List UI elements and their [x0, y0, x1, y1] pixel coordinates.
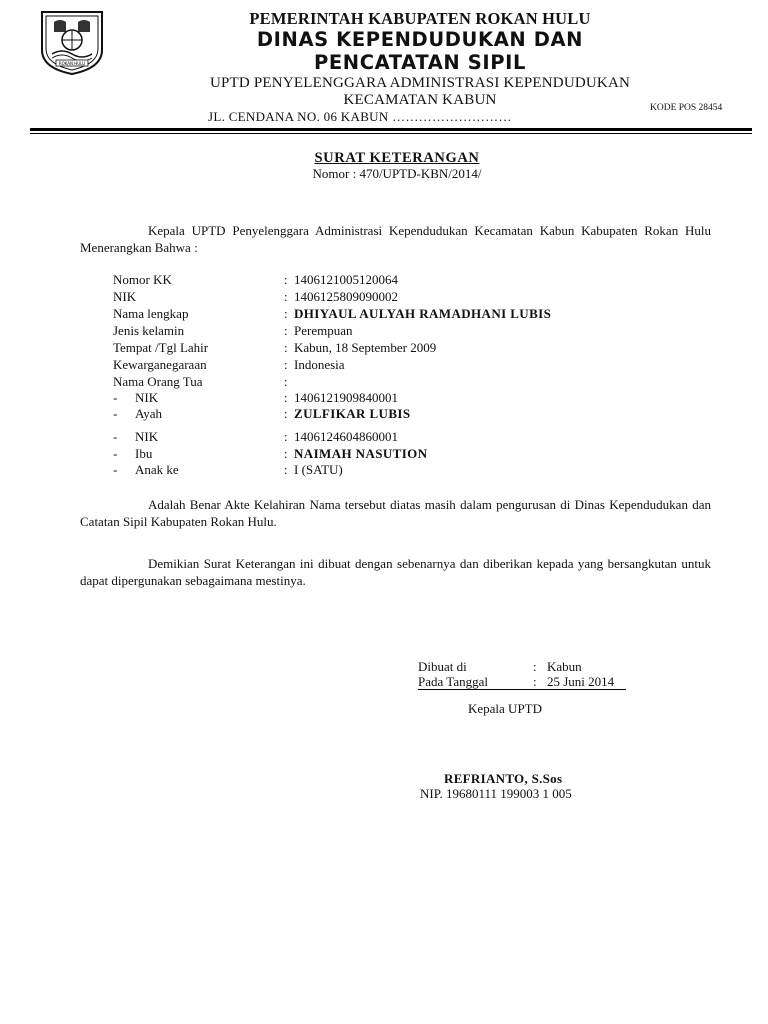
signature-place-row — [418, 659, 628, 675]
field-dash: - — [113, 446, 118, 461]
signature-place-label: Dibuat di — [418, 659, 467, 674]
field-row-ttl — [113, 340, 673, 357]
document-title: SURAT KETERANGAN — [314, 150, 480, 166]
field-value: 1406121909840001 — [294, 390, 398, 405]
field-colon: : — [284, 357, 288, 372]
field-value: NAIMAH NASUTION — [294, 446, 428, 461]
signature-colon: : — [533, 659, 537, 674]
signature-colon: : — [533, 674, 537, 689]
field-label: Tempat /Tgl Lahir — [113, 340, 209, 355]
header-divider-thin — [30, 133, 752, 134]
field-colon: : — [284, 390, 288, 405]
signature-date-value: 25 Juni 2014 — [547, 674, 615, 689]
field-value: ZULFIKAR LUBIS — [294, 406, 411, 421]
field-row-anak-ke — [113, 462, 673, 479]
field-colon: : — [284, 406, 288, 421]
field-row-nama — [113, 306, 673, 323]
signature-place-value: Kabun — [547, 659, 582, 674]
field-row-ibu — [113, 446, 673, 463]
field-colon: : — [284, 462, 288, 477]
field-dash: - — [113, 406, 118, 421]
field-row-orang-tua — [113, 374, 673, 391]
field-label: NIK — [113, 289, 137, 304]
intro-paragraph: Kepala UPTD Penyelenggara Administrasi Kependudukan Kecamatan Kabun Kabupaten Rokan Hulu Menerangkan Bahwa : — [80, 223, 711, 255]
field-label: NIK — [135, 390, 159, 405]
field-value: 1406125809090002 — [294, 289, 398, 304]
field-label: Kewarganegaraan — [113, 357, 207, 372]
field-row-nik-ayah — [113, 390, 673, 407]
field-row-ayah — [113, 406, 673, 423]
document-number: Nomor : 470/UPTD-KBN/2014/ — [312, 166, 482, 181]
field-row-nomor-kk — [113, 272, 673, 289]
field-colon: : — [284, 374, 288, 389]
signature-date-label: Pada Tanggal — [418, 674, 488, 689]
signature-date-underline — [418, 689, 626, 690]
header-divider-thick — [30, 128, 752, 131]
field-colon: : — [284, 429, 288, 444]
field-value: I (SATU) — [294, 462, 343, 477]
field-row-nik-ibu — [113, 429, 673, 446]
field-colon: : — [284, 306, 288, 321]
header-address: JL. CENDANA NO. 06 KABUN ……………………… — [208, 109, 512, 124]
field-colon: : — [284, 323, 288, 338]
signature-name: REFRIANTO, S.Sos — [444, 771, 563, 786]
field-dash: - — [113, 390, 118, 405]
field-dash: - — [113, 429, 118, 444]
field-label: Nomor KK — [113, 272, 172, 287]
field-value: DHIYAUL AULYAH RAMADHANI LUBIS — [294, 306, 552, 321]
field-value: 1406121005120064 — [294, 272, 398, 287]
header-agency-line1: DINAS KEPENDUDUKAN DAN — [256, 28, 584, 51]
field-label: Jenis kelamin — [113, 323, 185, 338]
header-postal-code: KODE POS 28454 — [650, 103, 723, 113]
field-label: NIK — [135, 429, 159, 444]
header-agency-line2: PENCATATAN SIPIL — [313, 51, 527, 74]
field-value: Kabun, 18 September 2009 — [294, 340, 437, 355]
field-value: 1406124604860001 — [294, 429, 398, 444]
header-kecamatan: KECAMATAN KABUN — [343, 92, 497, 108]
field-colon: : — [284, 289, 288, 304]
field-label: Nama lengkap — [113, 306, 189, 321]
field-row-jenis-kelamin — [113, 323, 673, 340]
statement-paragraph: Adalah Benar Akte Kelahiran Nama tersebut diatas masih dalam pengurusan di Dinas Kependudukan dan Catatan Sipil Kabupaten Rokan Hulu. — [80, 497, 711, 529]
field-colon: : — [284, 340, 288, 355]
header-government: PEMERINTAH KABUPATEN ROKAN HULU — [249, 9, 591, 28]
closing-paragraph: Demikian Surat Keterangan ini dibuat dengan sebenarnya dan diberikan kepada yang bersangkutan untuk dapat dipergunakan sebagaimana mestinya. — [80, 556, 711, 588]
signature-date-row — [418, 674, 628, 690]
field-label: Ayah — [135, 406, 162, 421]
signature-nip: NIP. 19680111 199003 1 005 — [420, 786, 572, 801]
field-colon: : — [284, 272, 288, 287]
signature-position: Kepala UPTD — [468, 701, 543, 716]
field-label: Anak ke — [135, 462, 179, 477]
field-value: Perempuan — [294, 323, 353, 338]
field-value: Indonesia — [294, 357, 345, 372]
field-dash: - — [113, 462, 118, 477]
header-uptd: UPTD PENYELENGGARA ADMINISTRASI KEPENDUDUKAN — [209, 75, 631, 91]
field-colon: : — [284, 446, 288, 461]
field-label: Nama Orang Tua — [113, 374, 203, 389]
field-row-kewarganegaraan — [113, 357, 673, 374]
field-row-nik — [113, 289, 673, 306]
logo-text: ROKAN HULU — [58, 61, 86, 66]
field-label: Ibu — [135, 446, 153, 461]
